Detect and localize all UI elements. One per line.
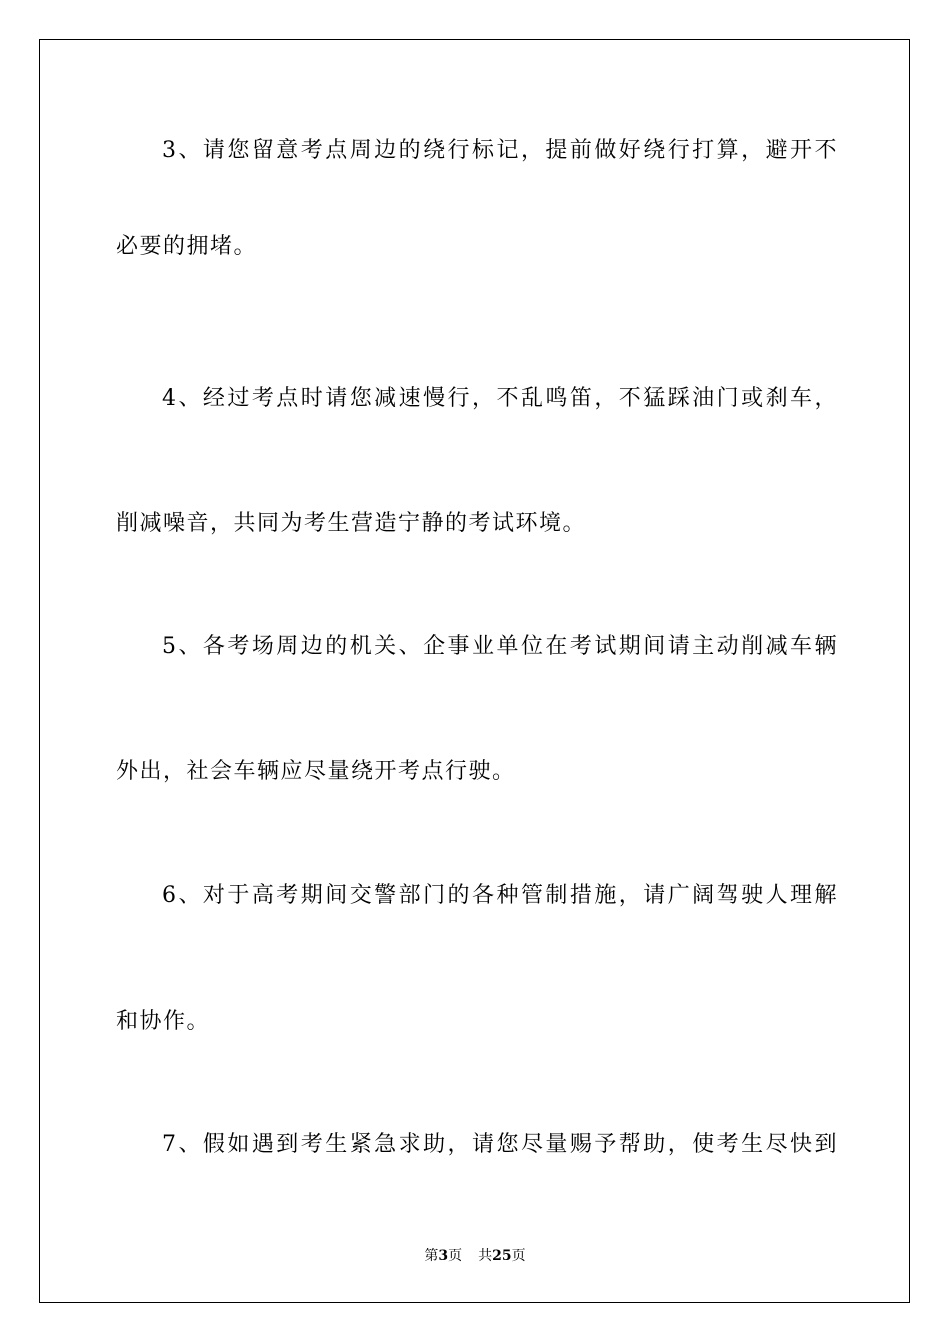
footer-total-suffix: 页 (511, 1248, 526, 1264)
footer-page-suffix: 页 (448, 1248, 463, 1264)
page-frame (39, 39, 910, 1303)
paragraph-7-line-1: 7、假如遇到考生紧急求助，请您尽量赐予帮助，使考生尽快到 (162, 1132, 838, 1157)
footer-total-pages: 25 (492, 1248, 512, 1264)
paragraph-3-line-1: 3、请您留意考点周边的绕行标记，提前做好绕行打算，避开不 (162, 138, 838, 163)
footer-page-number: 3 (438, 1248, 449, 1264)
footer-total-prefix: 共 (478, 1248, 493, 1264)
paragraph-6-line-2: 和协作。 (116, 1009, 211, 1034)
page-footer (0, 1246, 950, 1266)
footer-page-prefix: 第 (424, 1248, 439, 1264)
paragraph-5-line-2: 外出，社会车辆应尽量绕开考点行驶。 (116, 759, 516, 784)
paragraph-3-line-2: 必要的拥堵。 (116, 234, 258, 259)
paragraph-6-line-1: 6、对于高考期间交警部门的各种管制措施，请广阔驾驶人理解 (162, 883, 838, 908)
paragraph-4-line-1: 4、经过考点时请您减速慢行，不乱鸣笛，不猛踩油门或刹车， (162, 386, 838, 411)
paragraph-4-line-2: 削减噪音，共同为考生营造宁静的考试环境。 (116, 511, 587, 536)
paragraph-5-line-1: 5、各考场周边的机关、企事业单位在考试期间请主动削减车辆 (162, 634, 838, 659)
